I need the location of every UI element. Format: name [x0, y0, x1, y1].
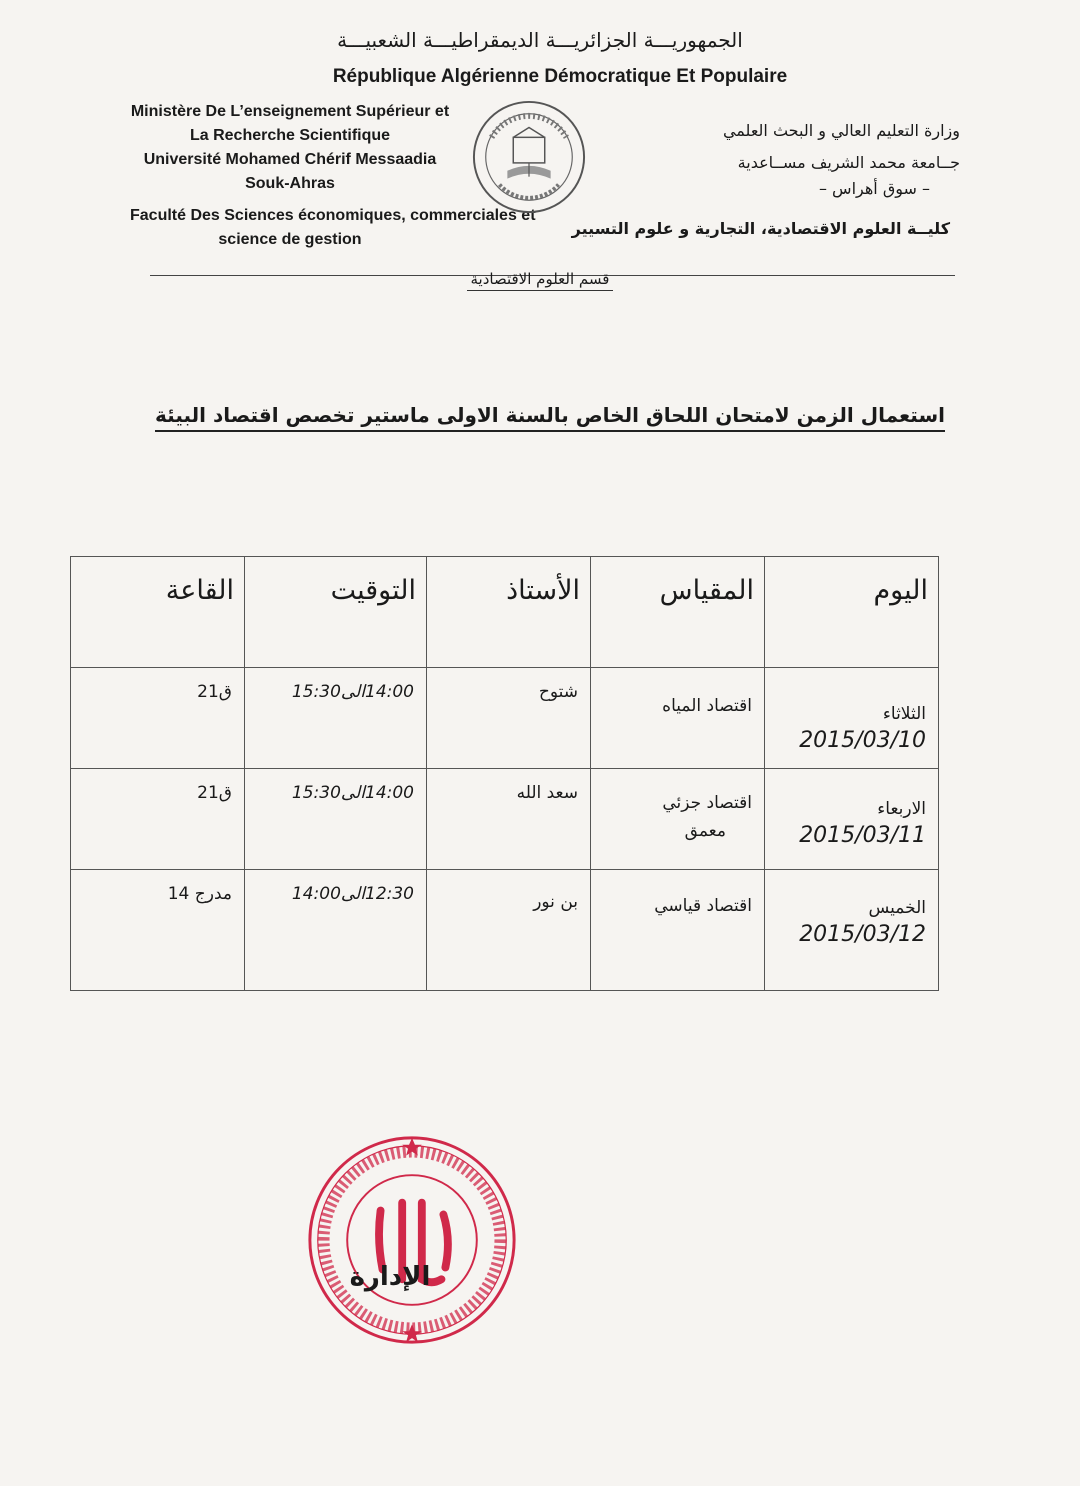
- subject-cell: [591, 870, 765, 991]
- subject-text: اقتصاد جزئي: [662, 793, 752, 813]
- table-header-row: [71, 557, 939, 668]
- header-time: التوقيت: [245, 557, 427, 668]
- document-title: استعمال الزمن لامتحان اللحاق الخاص بالسنة الاولى ماستير تخصص اقتصاد البيئة: [150, 403, 945, 427]
- left-header-block: [60, 100, 536, 252]
- day-date: 2015/03/12: [799, 922, 926, 947]
- ministry-line-2: La Recherche Scientifique: [189, 127, 391, 144]
- professor-cell: [427, 870, 591, 991]
- day-cell: [765, 668, 939, 769]
- faculty-line-1: Faculté Des Sciences économiques, commerciales et: [130, 207, 536, 224]
- city-arabic: – سوق أهراس –: [818, 179, 930, 198]
- day-date: 2015/03/11: [799, 823, 926, 848]
- table-row: [71, 870, 939, 991]
- faculty-arabic: كليــة العلوم الاقتصادية، التجارية و علوم التسيير: [571, 219, 950, 238]
- time-cell: 12:30الى14:00: [245, 870, 427, 991]
- day-date: 2015/03/10: [799, 728, 926, 753]
- professor-text: شتوح: [538, 682, 578, 702]
- header-professor: الأستاذ: [427, 557, 591, 668]
- exam-schedule-table: [70, 556, 939, 991]
- subject-cell: [591, 668, 765, 769]
- faculty-line-2: science de gestion: [218, 231, 362, 248]
- official-stamp: [304, 1132, 520, 1348]
- day-name: الاربعاء: [877, 799, 926, 819]
- ministry-arabic: وزارة التعليم العالي و البحث العلمي: [722, 121, 960, 140]
- right-header-block: [540, 118, 960, 202]
- university-city: Souk-Ahras: [245, 175, 335, 192]
- professor-text: سعد الله: [516, 783, 578, 803]
- time-cell: 14:00الى15:30: [245, 769, 427, 870]
- ministry-line-1: Ministère De L’enseignement Supérieur et: [130, 103, 450, 120]
- subject-cell: [591, 769, 765, 870]
- university-name: Université Mohamed Chérif Messaadia: [143, 151, 437, 168]
- day-cell: [765, 769, 939, 870]
- header-room: القاعة: [71, 557, 245, 668]
- day-name: الثلاثاء: [882, 704, 926, 724]
- department-label: قسم العلوم الاقتصادية: [0, 270, 1080, 288]
- professor-cell: [427, 769, 591, 870]
- room-cell: ق21: [71, 668, 245, 769]
- republic-french: République Algérienne Démocratique Et Populaire: [332, 66, 788, 87]
- republic-arabic: الجمهوريـــة الجزائريـــة الديمقراطيـــة الشعبيـــة: [337, 28, 743, 52]
- day-cell: [765, 870, 939, 991]
- subject-text: اقتصاد قياسي: [654, 896, 752, 916]
- day-name: الخميس: [868, 898, 926, 918]
- subject-text-line-2: معمق: [684, 821, 726, 841]
- table-row: [71, 769, 939, 870]
- header-subject: المقياس: [591, 557, 765, 668]
- room-cell: مدرج 14: [71, 870, 245, 991]
- subject-text: اقتصاد المياه: [662, 696, 752, 716]
- professor-text: بن نور: [533, 892, 578, 912]
- room-cell: ق21: [71, 769, 245, 870]
- time-cell: 14:00الى15:30: [245, 668, 427, 769]
- administration-signature: الإدارة: [349, 1262, 431, 1292]
- header-day: اليوم: [765, 557, 939, 668]
- university-arabic: جــامعة محمد الشريف مســاعدية: [737, 153, 960, 172]
- table-row: [71, 668, 939, 769]
- professor-cell: [427, 668, 591, 769]
